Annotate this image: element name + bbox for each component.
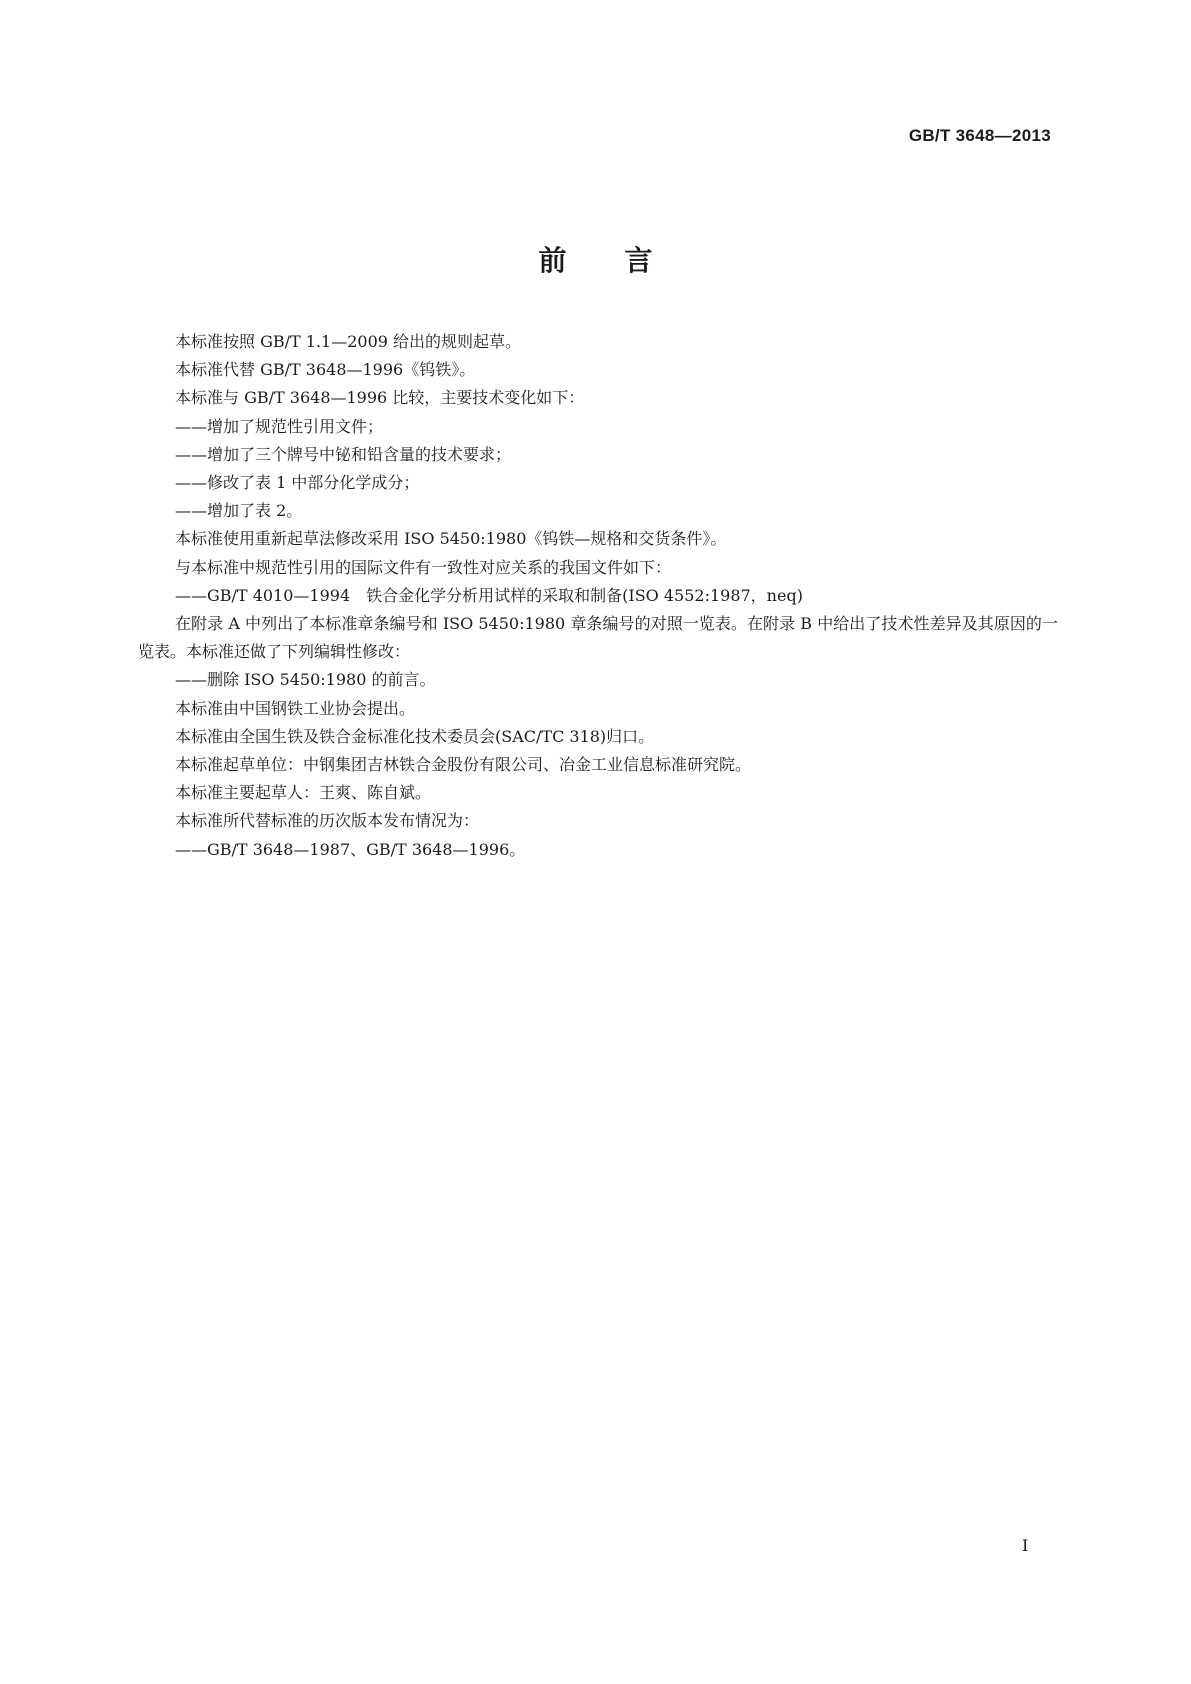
foreword-body [138, 328, 1058, 864]
list-item-history: ——GB/T 3648—1987、GB/T 3648—1996。 [175, 839, 526, 859]
paragraph-drafting-rules: 本标准按照 GB/T 1.1—2009 给出的规则起草。 [175, 332, 522, 351]
paragraph-corresponding-docs: 与本标准中规范性引用的国际文件有一致性对应关系的我国文件如下： [175, 557, 672, 577]
list-item-editorial: ——删除 ISO 5450:1980 的前言。 [175, 670, 436, 690]
list-item-change: ——增加了三个牌号中铋和铅含量的技术要求； [175, 444, 512, 464]
document-code: GB/T 3648—2013 [908, 126, 1051, 145]
paragraph-drafters: 本标准主要起草人：王爽、陈自斌。 [175, 783, 432, 803]
page-number: I [1022, 1536, 1029, 1555]
paragraph-proposer: 本标准由中国钢铁工业协会提出。 [175, 698, 416, 718]
page-title: 前言 [538, 243, 711, 277]
paragraph-drafting-units: 本标准起草单位：中钢集团吉林铁合金股份有限公司、冶金工业信息标准研究院。 [175, 755, 752, 775]
paragraph-history-intro: 本标准所代替标准的历次版本发布情况为： [175, 811, 480, 831]
paragraph-iso-adoption: 本标准使用重新起草法修改采用 ISO 5450:1980《钨铁—规格和交货条件》。 [175, 529, 727, 549]
paragraph-annexes: 在附录 A 中列出了本标准章条编号和 ISO 5450:1980 章条编号的对照一览表。在附录 B 中给出了技术性差异及其原因的一览表。本标准还做了下列编辑性修改： [138, 614, 1058, 662]
paragraph-replaces: 本标准代替 GB/T 3648—1996《钨铁》。 [175, 360, 476, 380]
paragraph-changes-intro: 本标准与 GB/T 3648—1996 比较，主要技术变化如下： [175, 388, 585, 408]
paragraph-committee: 本标准由全国生铁及铁合金标准化技术委员会(SAC/TC 318)归口。 [175, 726, 655, 746]
list-item-change: ——增加了表 2。 [175, 501, 303, 521]
list-item-change: ——增加了规范性引用文件； [175, 416, 384, 436]
list-item-change: ——修改了表 1 中部分化学成分； [175, 473, 420, 493]
list-item-reference: ——GB/T 4010—1994 铁合金化学分析用试样的采取和制备(ISO 4552:1987，neq) [175, 585, 803, 605]
